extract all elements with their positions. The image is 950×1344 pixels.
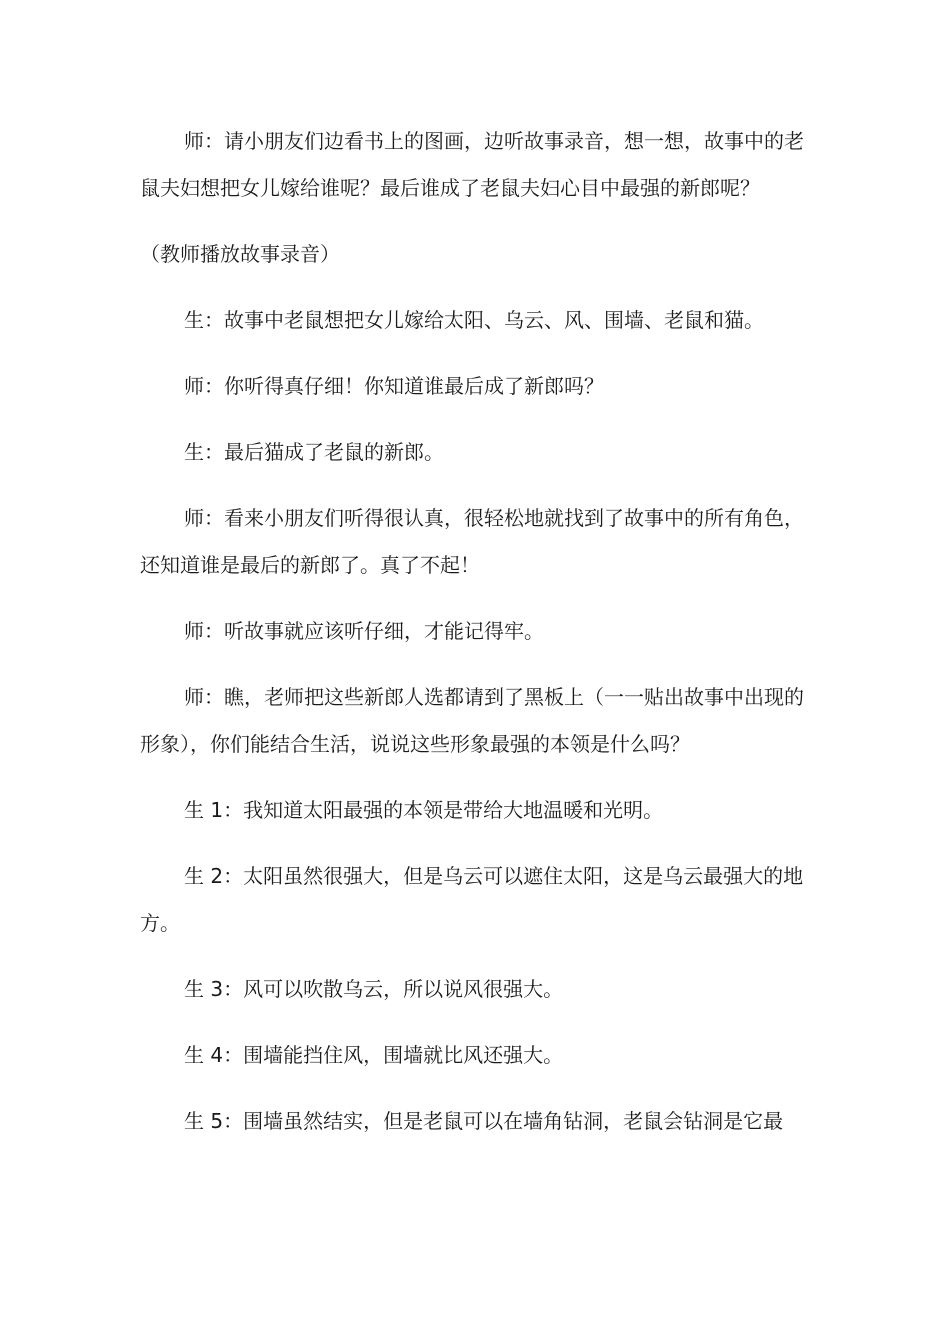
paragraph-10: 生 2：太阳虽然很强大，但是乌云可以遮住太阳，这是乌云最强大的地方。: [140, 864, 804, 935]
paragraph-8: 师：瞧，老师把这些新郎人选都请到了黑板上（一一贴出故事中出现的形象），你们能结合生活，说说这些形象最强的本领是什么吗？: [140, 685, 804, 756]
paragraph-6: 师：看来小朋友们听得很认真，很轻松地就找到了故事中的所有角色，还知道谁是最后的新郎了。真了不起！: [140, 506, 804, 577]
paragraph-1: 师：请小朋友们边看书上的图画，边听故事录音，想一想，故事中的老鼠夫妇想把女儿嫁给谁呢？最后谁成了老鼠夫妇心目中最强的新郎呢？: [140, 129, 804, 200]
paragraph-11: 生 3：风可以吹散乌云，所以说风很强大。: [184, 977, 564, 1001]
document-body: [140, 118, 820, 1164]
paragraph-13: 生 5：围墙虽然结实，但是老鼠可以在墙角钻洞，老鼠会钻洞是它最: [184, 1109, 784, 1133]
paragraph-7: 师：听故事就应该听仔细，才能记得牢。: [184, 619, 544, 643]
paragraph-3: 生：故事中老鼠想把女儿嫁给太阳、乌云、风、围墙、老鼠和猫。: [184, 308, 764, 332]
paragraph-5: 生：最后猫成了老鼠的新郎。: [184, 440, 444, 464]
paragraph-9: 生 1：我知道太阳最强的本领是带给大地温暖和光明。: [184, 798, 664, 822]
paragraph-4: 师：你听得真仔细！你知道谁最后成了新郎吗？: [184, 374, 604, 398]
paragraph-12: 生 4：围墙能挡住风，围墙就比风还强大。: [184, 1043, 564, 1067]
paragraph-2: （教师播放故事录音）: [140, 242, 340, 266]
